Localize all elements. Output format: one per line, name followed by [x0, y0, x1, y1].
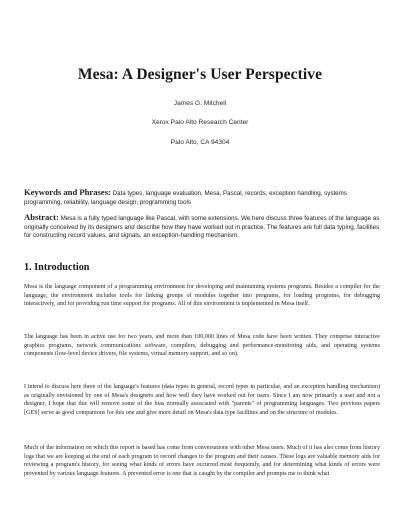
keywords-block — [24, 188, 380, 207]
author-location: Palo Alto, CA 94304 — [170, 139, 230, 146]
body-paragraph: Much of the information on which this report is based has come from conversations with other Mesa users. Much of it has also come from history logs that we are keeping at the end of each program to record changes to the program and their causes. These logs are valuable memory aids for reviewing a program's history, for seeing what kinds of errors have occurred most frequently, and for determining what kinds of errors were prevented by various language features. A prevented error is one that is caught by the compiler and prompts me to think what — [24, 445, 380, 477]
body-paragraph: The language has been in active use for two years, and more than 100,000 lines of Mesa code have been written. They comprise interactive graphics programs, network communications software, compilers, debugging and performance-monitoring aids, and operating systems components (low-level device drivers, file systems, virtual memory support, and so on). — [24, 334, 380, 357]
abstract-heading: Abstract: — [24, 212, 59, 222]
body-paragraph: I intend to discuss here three of the language's features (data types in general, record types in particular, and an exception handling mechanism) as originally envisioned by one of Mesa's designers and how well they have worked out for users. Since I am now primarily a user and not a designer, I hope that this will remove some of the bias normally associated with "parents" of programming languages. Two previous papers [GES] serve as good companions for this one and give more detail on Mesa's data type facilities and on the structure of modules. — [24, 384, 380, 416]
section-heading-introduction: 1. Introduction — [24, 262, 90, 273]
paper-title: Mesa: A Designer's User Perspective — [77, 66, 323, 83]
abstract-text: Mesa is a fully typed language like Pascal, with some extensions. We here discuss three features of the language as originally conceived by its designers and describe how they have worked out in practice. The features are full data typing, facilities for constructing record values, and signals, an exception-handling mechanism. — [24, 215, 380, 240]
author-name: James G. Mitchell — [173, 100, 227, 107]
abstract-block — [24, 213, 380, 241]
keywords-heading: Keywords and Phrases: — [24, 187, 111, 197]
keywords-text: Data types, language evaluation, Mesa, Pascal, records, exception handling, systems programming, reliability, language design, programming tools — [24, 190, 347, 206]
author-affiliation: Xerox Palo Alto Research Center — [151, 119, 249, 126]
body-paragraph: Mesa is the language component of a programming environment for developing and maintaining systems programs. Besides a compiler for the language, the environment includes tools for linking groups of modules together into programs, for loading programs, for debugging interactively, and for providing run time support for programs. All of this environment is implemented in Mesa itself. — [24, 284, 380, 307]
